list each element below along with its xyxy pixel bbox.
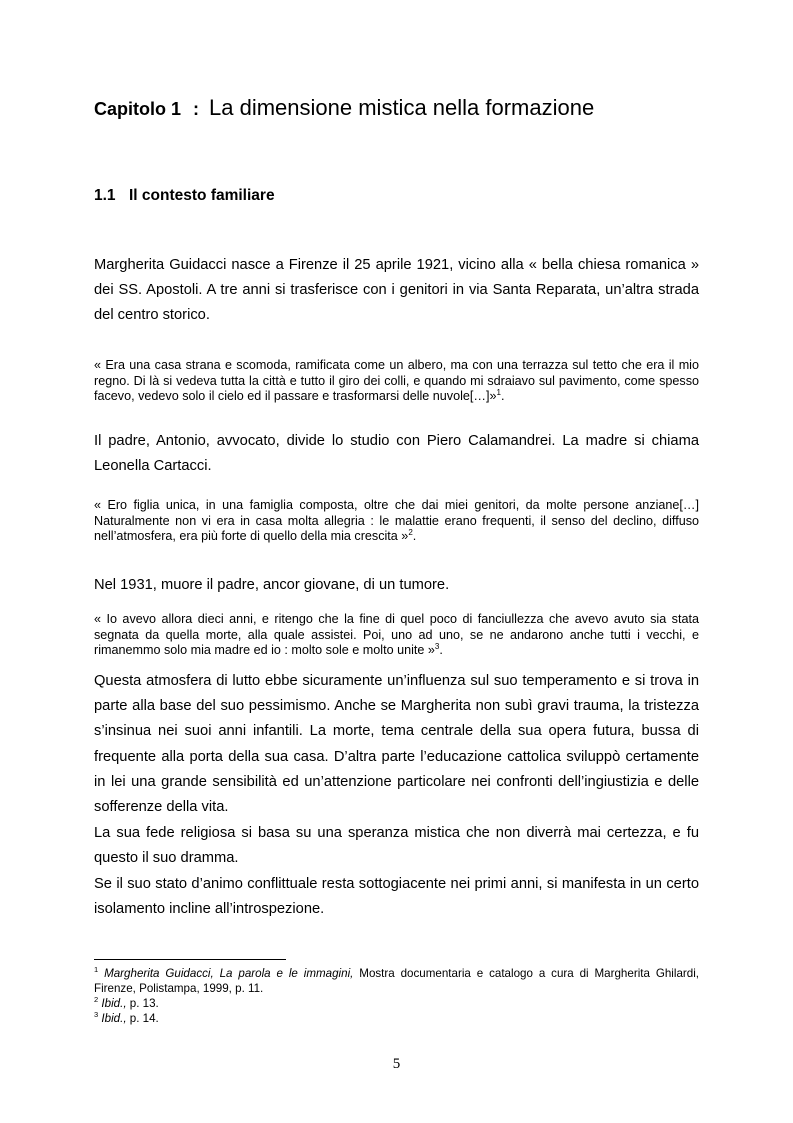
page-number: 5	[392, 1056, 401, 1072]
footnote-ref-1: 1	[496, 388, 501, 397]
section-heading	[94, 186, 275, 206]
footnote-2-text: p. 13.	[126, 997, 159, 1010]
footnote-3-number: 3	[94, 1010, 99, 1020]
paragraph-birth: Margherita Guidacci nasce a Firenze il 25 aprile 1921, vicino alla « bella chiesa romanica » dei SS. Apostoli. A tre anni si trasferisce con i genitori in via Santa Reparata, un’altra strada del centro storico.	[94, 257, 699, 324]
quote-childhood-text: « Io avevo allora dieci anni, e ritengo che la fine di quel poco di fanciullezza che avevo avuto sia stata segnata da quella morte, alla quale assistei. Poi, uno ad uno, se ne andarono anche tutti i vecchi, e rimanemmo solo mia madre ed io : molto sole e molto unite »	[94, 612, 699, 658]
chapter-label: Capitolo 1	[94, 99, 182, 119]
footnote-3	[94, 1012, 699, 1027]
chapter-title: La dimensione mistica nella formazione	[209, 95, 595, 120]
footnote-2-title: Ibid.,	[101, 997, 127, 1010]
footnote-divider	[94, 959, 286, 960]
footnote-3-title: Ibid.,	[101, 1012, 127, 1025]
section-number: 1.1	[94, 187, 116, 204]
paragraph-faith: La sua fede religiosa si basa su una speranza mistica che non diverrà mai certezza, e fu questo il suo dramma.	[94, 825, 699, 867]
footnote-1	[94, 967, 699, 996]
paragraph-parents: Il padre, Antonio, avvocato, divide lo studio con Piero Calamandrei. La madre si chiama Leonella Cartacci.	[94, 433, 699, 475]
quote-house-text: « Era una casa strana e scomoda, ramificata come un albero, ma con una terrazza sul tetto che era il mio regno. Di là si vedeva tutta la città e tutto il giro dei colli, e quando mi sdraiavo sul pavimento, come spesso facevo, vedevo solo il cielo ed il passare e trasformarsi delle nuvole[…]»	[94, 358, 699, 404]
footnote-2	[94, 997, 699, 1012]
quote-family: « Ero figlia unica, in una famiglia composta, oltre che dai miei genitori, da molte persone anziane[…] Naturalmente non vi era in casa molta allegria : le malattie erano frequenti, il senso del declino, diffuso nell’atmosfera, era più forte di quello della mia crescita »$^2$.	[94, 498, 699, 544]
footnote-1-number: 1	[94, 965, 99, 975]
footnote-1-text: Mostra documentaria e catalogo a cura di Margherita Ghilardi, Firenze, Polistampa, 1999, p. 11.	[94, 967, 699, 995]
footnote-3-text: p. 14.	[126, 1012, 159, 1025]
footnote-2-number: 2	[94, 995, 99, 1005]
chapter-separator: :	[193, 99, 200, 119]
quote-childhood: « Io avevo allora dieci anni, e ritengo che la fine di quel poco di fanciullezza che avevo avuto sia stata segnata da quella morte, alla quale assistei. Poi, uno ad uno, se ne andarono anche tutti i vecchi, e rimanemmo solo mia madre ed io : molto sole e molto unite »$^3$.	[94, 612, 699, 658]
chapter-heading	[94, 94, 594, 123]
paragraph-father-death: Nel 1931, muore il padre, ancor giovane, di un tumore.	[94, 577, 450, 593]
footnote-1-title: Margherita Guidacci, La parola e le immagini,	[104, 967, 354, 980]
paragraph-mourning: Questa atmosfera di lutto ebbe sicuramente un’influenza sul suo temperamento e si trova in parte alla base del suo pessimismo. Anche se Margherita non subì gravi trauma, la tristezza s’insinua nei suoi anni infantili. La morte, tema centrale della sua opera futura, bussa di frequente alla porta della sua casa. D’altra parte l’educazione cattolica sviluppò certamente in lei una grande sensibilità ed un’attenzione particolare nei confronti dell’ingiustizia e delle sofferenze della vita.	[94, 673, 699, 816]
paragraph-isolation: Se il suo stato d’animo conflittuale resta sottogiacente nei primi anni, si manifesta in un certo isolamento incline all’introspezione.	[94, 876, 699, 918]
footnote-ref-3: 3	[434, 642, 440, 651]
section-title: Il contesto familiare	[129, 187, 275, 204]
quote-house: « Era una casa strana e scomoda, ramificata come un albero, ma con una terrazza sul tetto che era il mio regno. Di là si vedeva tutta la città e tutto il giro dei colli, e quando mi sdraiavo sul pavimento, come spesso facevo, vedevo solo il cielo ed il passare e trasformarsi delle nuvole[…]»$^1$.	[94, 358, 699, 404]
quote-family-text: « Ero figlia unica, in una famiglia composta, oltre che dai miei genitori, da molte persone anziane[…] Naturalmente non vi era in casa molta allegria : le malattie erano frequenti, il senso del declino, diffuso nell’atmosfera, era più forte di quello della mia crescita »	[94, 498, 699, 544]
footnote-ref-2: 2	[408, 528, 413, 537]
